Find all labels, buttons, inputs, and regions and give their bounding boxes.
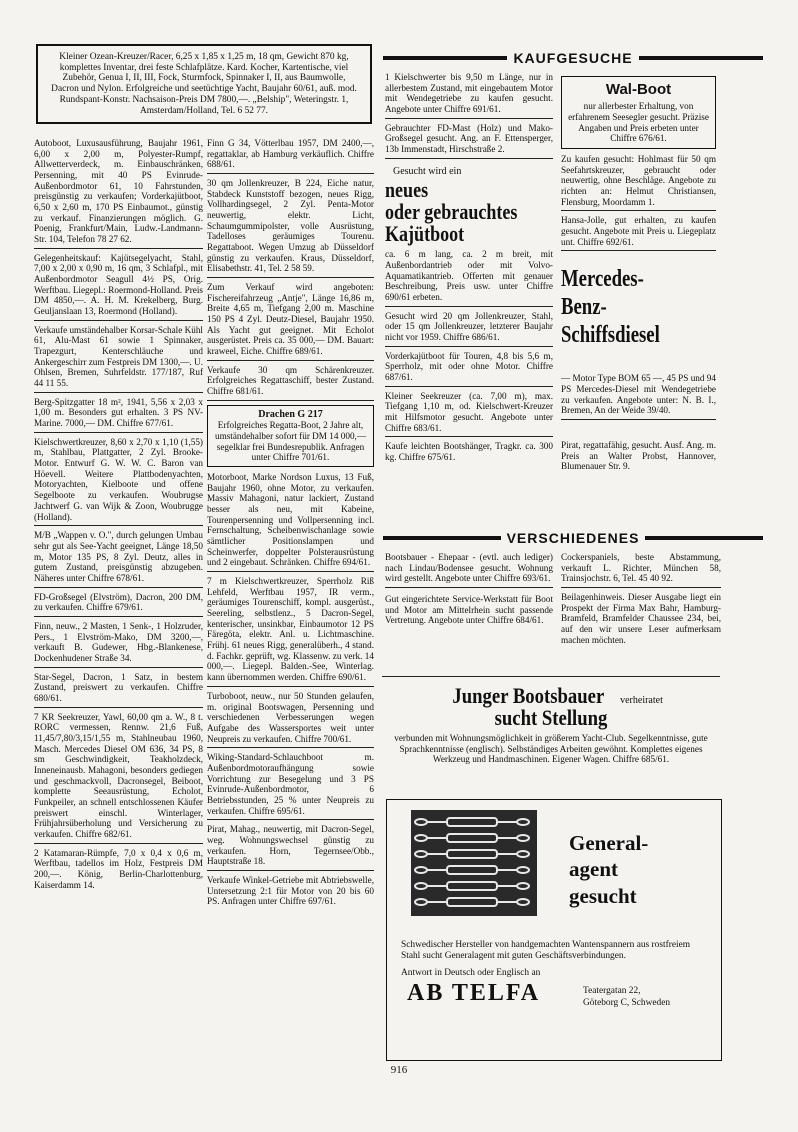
classified-ad: Verkaufe 30 qm Schärenkreuzer. Erfolgreiches Regattaschiff, bester Zustand. Chiffre 681/61. bbox=[207, 365, 374, 401]
classified-ad: Pirat, Mahag., neuwertig, mit Dacron-Segel, weg. Wohnungswechsel günstig zu verkaufen. Horn, Tegernsee/Obb., Hauptstraße 18. bbox=[207, 824, 374, 871]
classified-ad: Kielschwertkreuzer, 8,60 x 2,70 x 1,10 (1,55) m, Stahlbau, Plattgatter, 2 Zyl. Brooke-Motor. Entwurf G. W. W. C. Baron van Höevell. Weitere Plattbodenyachten, Motoryachten, Kielboote und offene Segelboote zu verkaufen. Woubrugse Jachtwerf G. van Wijk & Zoon, Woubrugge (Holland). bbox=[34, 437, 203, 526]
classified-ad: Hansa-Jolle, gut erhalten, zu kaufen gesucht. Angebote mit Preis u. Liegeplatz unt. Chiffre 692/61. bbox=[561, 215, 716, 251]
column-3 bbox=[385, 72, 553, 470]
classified-ad: Kaufe leichten Bootshänger, Tragkr. ca. 300 kg. Chiffre 675/61. bbox=[385, 441, 553, 463]
classified-ad: 1 Kielschwerter bis 9,50 m Länge, nur in allerbestem Zustand, mit eingebautem Motor mit Wendegetriebe zu kaufen gesucht. Angebote unter Chiffre 691/61. bbox=[385, 72, 553, 119]
walboot-title: Wal-Boot bbox=[605, 81, 672, 98]
classified-ad: Pirat, regattafähig, gesucht. Ausf. Ang. m. Preis an Walter Probst, Hannover, Blumenauer Str. 9. bbox=[561, 440, 716, 472]
classified-ad: Verkaufe umständehalber Korsar-Schale Kühl 61, Alu-Mast 61 sowie 1 Spinnaker, Trapezgurt, Kenterschläuche und Ankergeschirr zum Festpreis DM 1300,—. U. Ohlsen, Bremen, Suhrfeldstr. 177/187, Ruf 44 11 55. bbox=[34, 325, 203, 393]
telfa-title-2: agent bbox=[569, 857, 618, 882]
neues-headline-1: neues bbox=[385, 177, 429, 203]
classified-ad: Finn G 34, Vötterlbau 1957, DM 2400,—, regattaklar, ab Hamburg verkäuflich. Chiffre 688/61. bbox=[207, 138, 374, 174]
classified-ad: 7 m Kielschwertkreuzer, Sperrholz Riß Lehfeld, Werftbau 1957, IR verm., geräumiges Tourenschiff, kompl. ausgerüst., Seereling, selbstlenz., 5 Dacron-Segel, kenterischer, unsinkbar, Einbaumotor 12 PS Färegöta, elektr. Anl. u. Lichtmaschine. Frühj. 61 neues Rigg, generalüberh., 4 stand. d. Fachkr. geprüft, wg. Klassenw. zu verk. 14 000,—. Liegepl. Balden.-See, Winterlag. kann übernommen werden. Chiffre 690/61. bbox=[207, 576, 374, 687]
neues-kajuetboot-ad bbox=[385, 163, 553, 307]
drachen-body: Erfolgreiches Regatta-Boot, 2 Jahre alt, umständehalber sofort für DM 14 000,— segelklar frei Bundesrepublik. Anfragen unter Chiffre 701/61. bbox=[214, 420, 367, 463]
classified-ad: 2 Katamaran-Rümpfe, 7,0 x 0,4 x 0,6 m, Werftbau, tadellos im Holz, Festpreis DM 200,—. König, Berlin-Charlottenburg, Kaiserdamm 14. bbox=[34, 847, 203, 890]
classified-ad: Gelegenheitskauf: Kajütsegelyacht, Stahl, 7,00 x 2,00 x 0,90 m, 16 qm, 3 Schlafpl., mit Außenbordmotor Seagull 4½ PS, Orig. Werftbau. Liegepl.: Roermond-Holland. Preis DM 4850,—. A. H. M. Krekelberg, Burg. Geuljanslaan 13, Roermond (Holland). bbox=[34, 253, 203, 321]
classified-ad: Wiking-Standard-Schlauchboot m. Außenbordmotoraufhängung sowie Vorrichtung zur Besegelung und 3 PS Evinrude-Außenbordmotor, 6 Betriebsstunden, 25 % unter Neupreis zu verkaufen. Chiffre 695/61. bbox=[207, 752, 374, 820]
turnbuckle-product-photo bbox=[411, 810, 537, 916]
telfa-ad bbox=[386, 799, 722, 1061]
telfa-title-1: General- bbox=[569, 831, 649, 855]
classified-ad: Verkaufe Winkel-Getriebe mit Abtriebswelle, Untersetzung 2:1 für Motor von 20 bis 60 PS. Anfragen unter Chiffre 697/61. bbox=[207, 874, 374, 907]
verschiedenes-label: VERSCHIEDENES bbox=[506, 529, 640, 546]
classified-ad: 7 KR Seekreuzer, Yawl, 60,00 qm a. W., 8 t. RORC vermessen, Rennw. 21,6 Fuß, 11,45/7,80/3,15/1,55 m, Stahlneubau 1960, Masch. Mercedes Diesel OM 636, 34 PS, 8 sm Geschwindigkeit, Teakholzdeck, Inneneinausb. Mahagoni, besonders gediegen und geschmackvoll, Dacronsegel, Beiboot, komplette Seeausrüstung, Echolot, Funkpeiler, an schnell entschlossenen Käufer preiswert einschl. Winterlager, Frühjahrsüberholung und Versicherung zu verkaufen. Chiffre 682/61. bbox=[34, 712, 203, 844]
classified-ad: Turboboot, neuw., nur 50 Stunden gelaufen, m. original Bootswagen, Persenning und verschiedenen Verbesserungen wegen Aufgabe des Wassersportes weit unter Neupreis zu verkaufen. Chiffre 700/61. bbox=[207, 691, 374, 748]
classified-ad: Autoboot, Luxusausführung, Baujahr 1961, 6,00 x 2,00 m, Polyester-Rumpf, Allwetterverdeck, m. Einbauschränken, Persenning, mit 40 PS Evinrude-Außenbordmotor 61, 10 Fahrstunden, preisgünstig zu verkaufen; Vorderkajütboot, 6,50 x 2,60 m, 170 PS Einbaumot., günstig zu verkauf. Finanzierungen möglich. G. Poenig, Frankfurt/Main, Ludw.-Landmann-Str. 104, Telefon 78 27 62. bbox=[34, 138, 203, 249]
classified-ad: Gebrauchter FD-Mast (Holz) und Mako-Großsegel gesucht. Ang. an F. Ettensperger, 13b Immenstadt, Hirschstraße 2. bbox=[385, 123, 553, 159]
column-4 bbox=[561, 76, 716, 479]
mercedes-body: — Motor Type BOM 65 —, 45 PS und 94 PS Mercedes-Diesel mit Wendegetriebe zu verkaufen. Angebote unter: N. B. I., Bremen, An der Weide 39/40. bbox=[561, 373, 716, 416]
mercedes-ad bbox=[561, 255, 716, 420]
classified-ad: Gesucht wird 20 qm Jollenkreuzer, Stahl, oder 15 qm Jollenkreuzer, letzterer Baujahr nicht vor 1959. Chiffre 686/61. bbox=[385, 311, 553, 347]
mercedes-line-2: Benz- bbox=[561, 294, 607, 321]
bootsbauer-line-1: Junger Bootsbauer bbox=[452, 683, 605, 708]
kaufgesuche-label: KAUFGESUCHE bbox=[513, 49, 633, 66]
telfa-reply: Antwort in Deutsch oder Englisch an bbox=[401, 968, 541, 978]
drachen-box-ad bbox=[207, 405, 374, 467]
neues-headline-3: Kajütboot bbox=[385, 221, 465, 247]
turnbuckle-image bbox=[411, 810, 537, 916]
walboot-body: nur allerbester Erhaltung, von erfahrenem Seesegler gesucht. Präzise Angaben und Preis erbeten unter Chiffre 676/61. bbox=[568, 101, 709, 144]
classified-ad: Motorboot, Marke Nordson Luxus, 13 Fuß, Baujahr 1960, ohne Motor, zu verkaufen. Massiv Mahagoni, natur lackiert, Zustand besser als neu, mit Kabeine, Tourenpersenning und Vollpersenning incl. Fernschaltung, Scheibenwischanlage sowie sämtlicher Positionslampen und Scheinwerfer, doppelter Polsterausrüstung und 2 eingebaut. Schränken. Chiffre 694/61. bbox=[207, 472, 374, 572]
mercedes-line-3: Schiffsdiesel bbox=[561, 322, 660, 349]
classified-ad: Bootsbauer - Ehepaar - (evtl. auch lediger) nach Lindau/Bodensee gesucht. Wohnung wird gestellt. Angebote unter Chiffre 693/61. bbox=[385, 552, 553, 588]
telfa-address-2: Göteborg C, Schweden bbox=[583, 998, 671, 1008]
column-1 bbox=[34, 138, 203, 897]
classified-ad: Berg-Spitzgatter 18 m², 1941, 5,56 x 2,03 x 1,00 m. Besonders gut erhalten. 3 PS NV-Marine. 7000,— DM. Chiffre 677/61. bbox=[34, 397, 203, 433]
telfa-body: Schwedischer Hersteller von handgemachten Wantenspannern aus rostfreiem Stahl sucht Generalagent mit guten Geschäftsverbindungen. bbox=[401, 940, 691, 961]
classified-ad: Cockerspaniels, beste Abstammung, verkauft L. Richter, München 58, Trainsjochstr. 6, Tel. 45 40 92. bbox=[561, 552, 721, 588]
telfa-address-1: Teatergatan 22, bbox=[583, 986, 641, 996]
bootsbauer-small: verheiratet bbox=[620, 695, 663, 706]
classified-ad: Gut eingerichtete Service-Werkstatt für Boot und Motor am Mittelrhein sucht passende Vertretung. Angebote unter Chiffre 684/61. bbox=[385, 594, 553, 626]
verschiedenes-left bbox=[385, 552, 553, 633]
telfa-title-3: gesucht bbox=[569, 883, 637, 908]
bootsbauer-line-2: sucht Stellung bbox=[494, 705, 608, 730]
classified-ad: 30 qm Jollenkreuzer, B 224, Eiche natur, Stabdeck Kunststoff bezogen, neues Rigg, Vollhardingsegel, 2 Zyl. Penta-Motor neuwertig, elektr. Licht, Schaumgummipolster, volle Ausrüstung, Tadelloses geräumiges Tourenu. Regattaboot. Wegen Umzug ab Düsseldorf günstig zu verkaufen. Kraus, Düsseldorf, Elisabethstr. 41, Tel. 2 58 59. bbox=[207, 178, 374, 278]
neues-headline-2: oder gebrauchtes bbox=[385, 199, 518, 225]
kaufgesuche-section-header bbox=[383, 50, 763, 66]
verschiedenes-section-header bbox=[383, 530, 763, 546]
drachen-title: Drachen G 217 bbox=[258, 408, 323, 420]
verschiedenes-right bbox=[561, 552, 721, 652]
neues-body: ca. 6 m lang, ca. 2 m breit, mit Außenbordantrieb oder mit Volvo-Aquamatikantrieb. Offerten mit genauer Beschreibung, Preis usw. unter Chiffre 690/61 erbeten. bbox=[385, 249, 553, 302]
classified-ad: Beilagenhinweis. Dieser Ausgabe liegt ein Prospekt der Firma Max Bahr, Hamburg-Bramfeld, Bramfelder Chaussee 234, bei, auf den wir unsere Leser aufmerksam machen möchten. bbox=[561, 592, 721, 645]
bootsbauer-body: verbunden mit Wohnungsmöglichkeit in größerem Yacht-Club. Segelkenntnisse, gute Sprachkenntnisse (englisch). Selbständiges Arbeiten gewöhnt. Komplettes eigenes Werkzeug und Handmaschinen. Eigener Wagen. Chiffre 685/61. bbox=[394, 733, 708, 765]
top-boxed-ad-text: Kleiner Ozean-Kreuzer/Racer, 6,25 x 1,85 x 1,25 m, 18 qm, Gewicht 870 kg, komplettes Inventar, drei feste Schlafplätze. Kard. Kocher, Kartentische, viel Zubehör, Genua I, II, III, Fock, Sturmfock, Spinnaker I, II, aus Baumwolle, Dacron und Nylon. Erfolgreiche und seetüchtige Yacht, Baujahr 60/61, auß. mod. Rundspant-Konstr. Nachsaison-Preis DM 7800,—. „Belship", Weteringstr. 1, Amsterdam/Holland, Tel. 6 52 77. bbox=[51, 52, 357, 116]
classified-ad: Kleiner Seekreuzer (ca. 7,00 m), max. Tiefgang 1,10 m, od. Kielschwert-Kreuzer mit Hilfsmotor gesucht. Angebote unter Chiffre 683/61. bbox=[385, 391, 553, 438]
classified-ad: M/B „Wappen v. O.", durch gelungen Umbau sehr gut als See-Yacht geeignet, Länge 18,50 m, Motor 135 PS, 8 Zyl. Deutz, alles in gutem Zustand, preisgünstig abzugeben. Näheres unter Chiffre 678/61. bbox=[34, 530, 203, 587]
neues-intro: Gesucht wird ein bbox=[393, 165, 462, 177]
column-2 bbox=[207, 138, 374, 914]
page-number: 916 bbox=[390, 1064, 408, 1076]
bootsbauer-ad bbox=[382, 676, 720, 765]
top-boxed-ad bbox=[36, 44, 372, 124]
classified-ad: Vorderkajütboot für Touren, 4,8 bis 5,6 m, Sperrholz, mit oder ohne Motor. Chiffre 687/61. bbox=[385, 351, 553, 387]
classified-ad: Zum Verkauf wird angeboten: Fischereifahrzeug „Antje", Länge 16,86 m, Breite 4,65 m, Tiefgang 2,00 m. Maschine 150 PS 4 Zyl. Deutz-Diesel, Baujahr 1950. Als Yacht gut geeignet. Mit Echolot ausgerüstet. Preis ca. 35 000,— DM. Bauart: kraweel, Eiche. Chiffre 689/61. bbox=[207, 282, 374, 361]
walboot-box-ad bbox=[561, 76, 716, 149]
classified-ad: Finn, neuw., 2 Masten, 1 Senk-, 1 Holzruder, Pers., 1 Elvström-Mako, DM 3200,—, verkauft B. Gudewer, Hbg.-Blankenese, Dockenhudener Straße 34. bbox=[34, 621, 203, 668]
telfa-company-logo: AB TELFA bbox=[407, 980, 541, 1006]
classified-ad: FD-Großsegel (Elvström), Dacron, 200 DM, zu verkaufen. Chiffre 679/61. bbox=[34, 592, 203, 617]
mercedes-line-1: Mercedes- bbox=[561, 266, 644, 293]
classified-ad: Zu kaufen gesucht: Hohlmast für 50 qm Seefahrtskreuzer, gebraucht oder neuwertig, ohne Beschläge. Angebote zu richten an: Helmut Christiansen, Flensburg, Moordamm 1. bbox=[561, 154, 716, 211]
classified-ad: Star-Segel, Dacron, 1 Satz, in bestem Zustand, preiswert zu verkaufen. Chiffre 680/61. bbox=[34, 672, 203, 708]
